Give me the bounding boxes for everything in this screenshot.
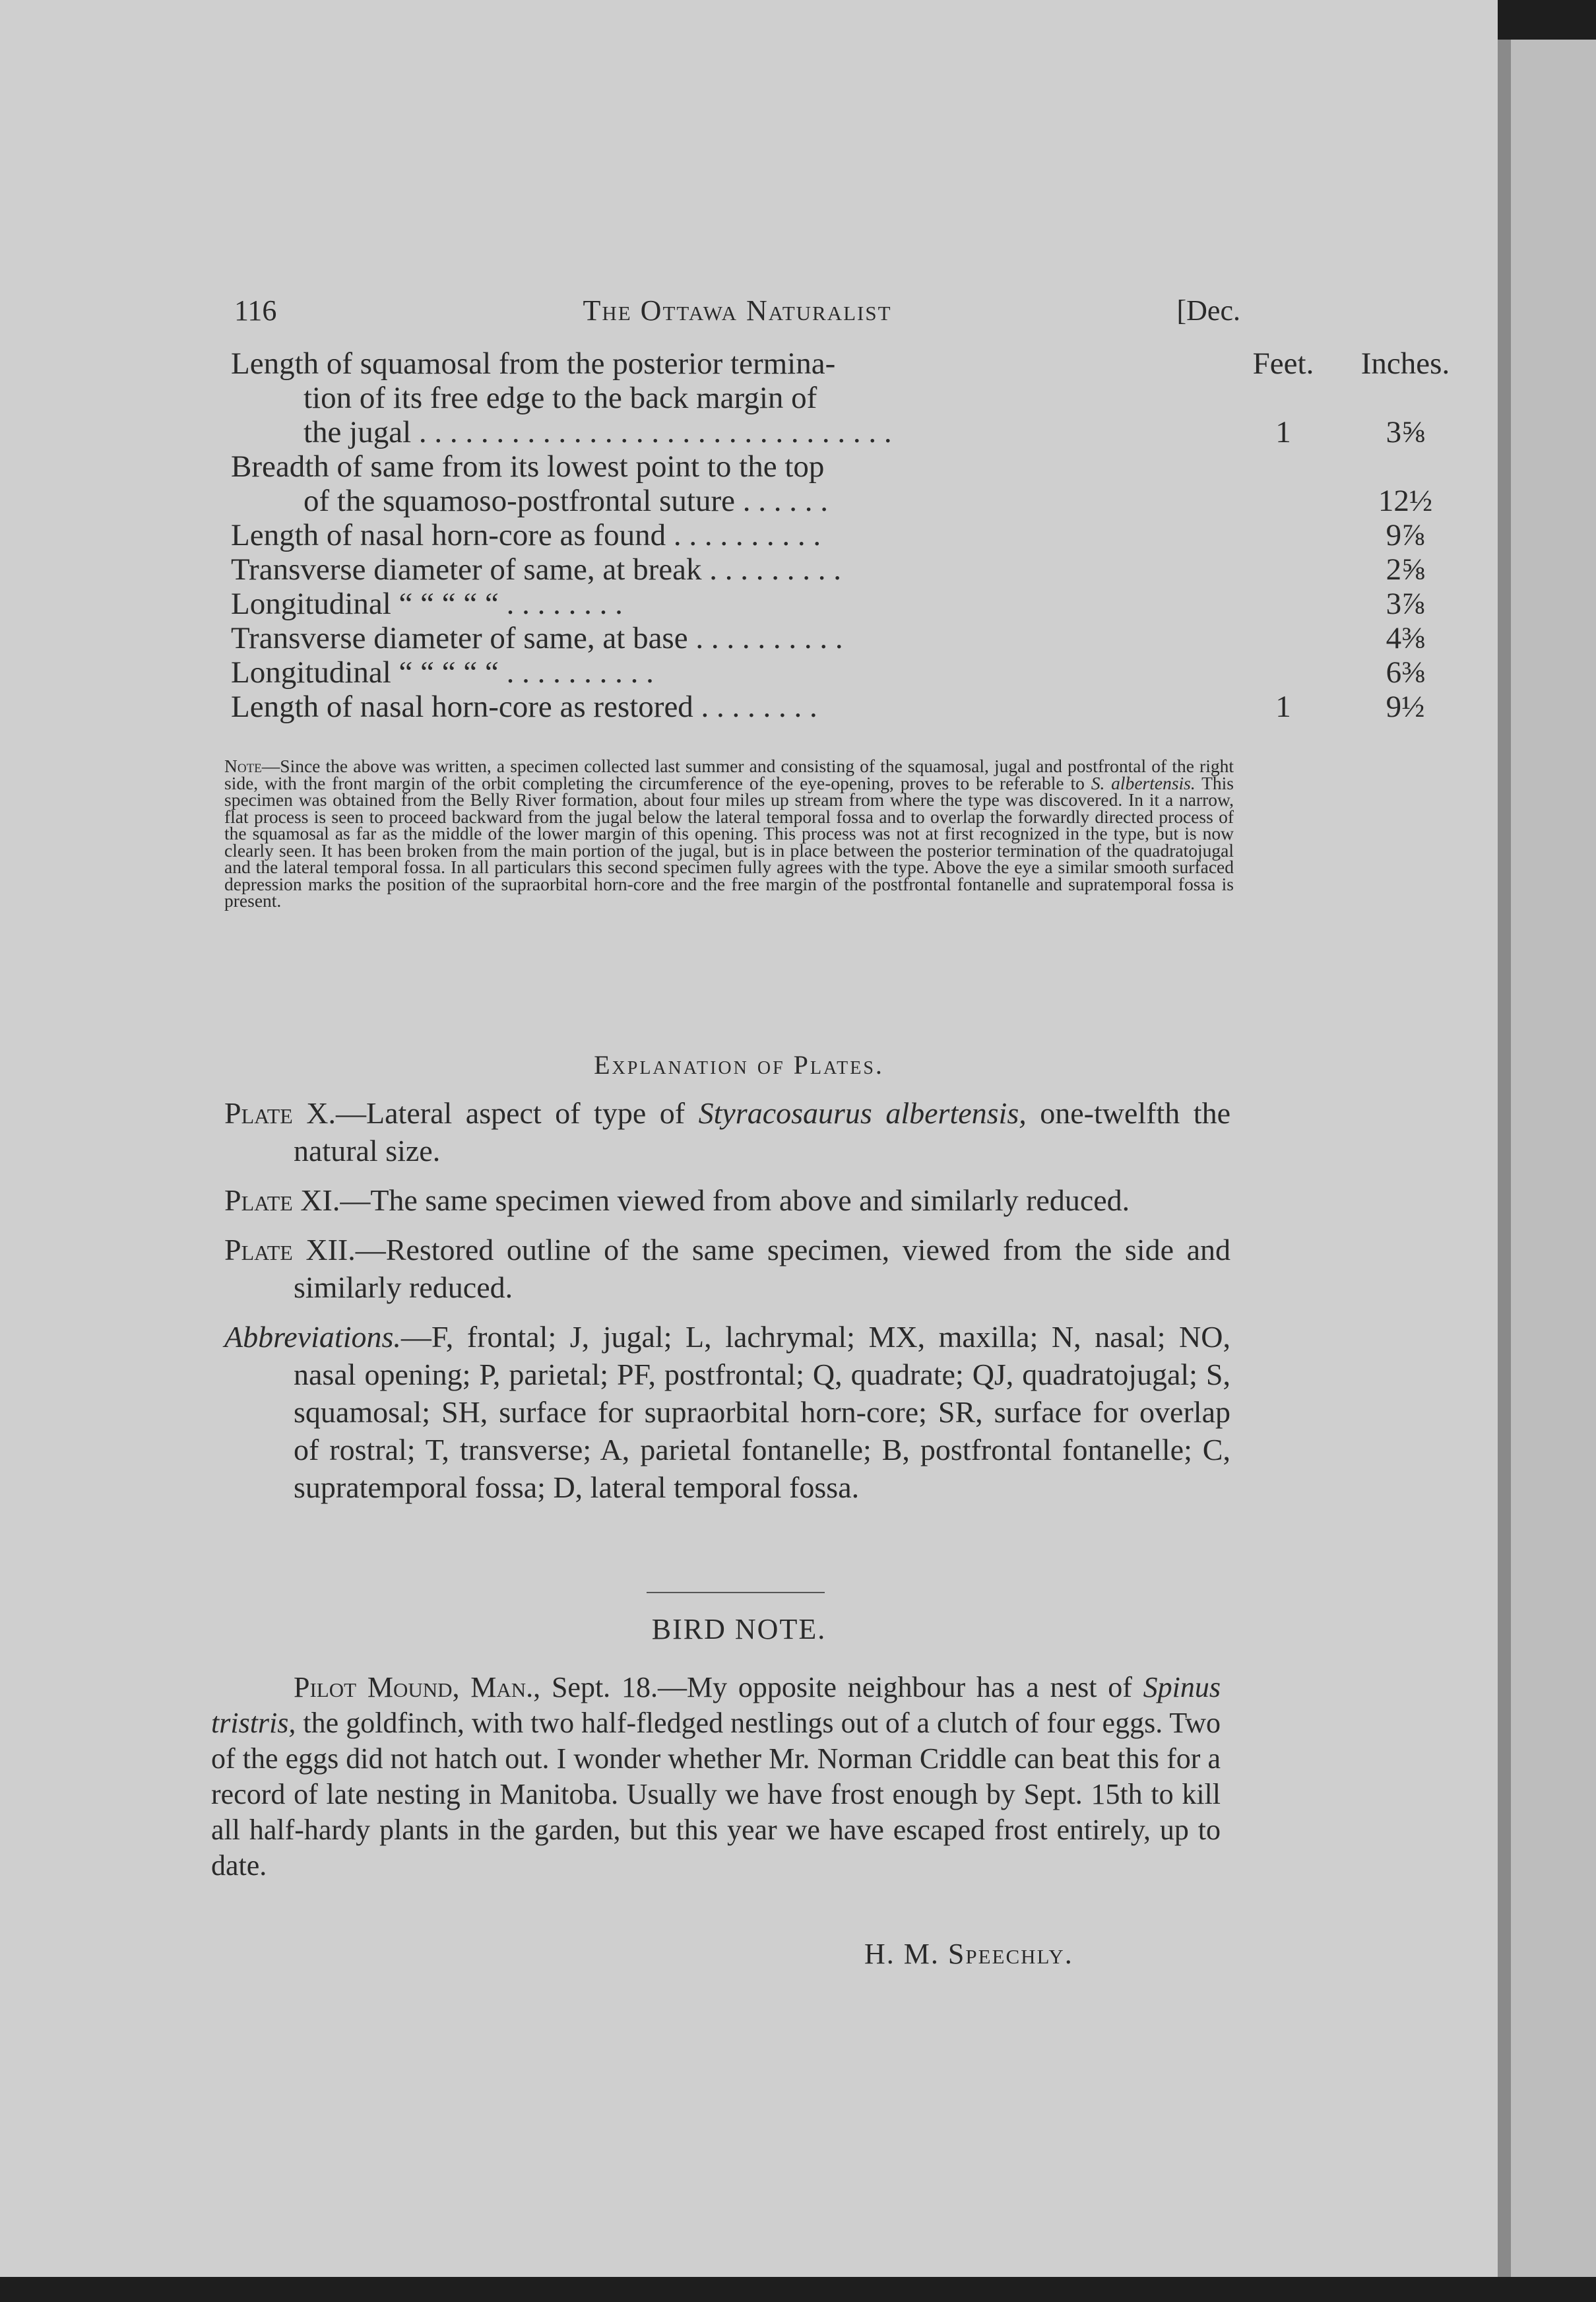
running-header [234, 294, 1240, 333]
row-label: Length of nasal horn-core as found . . . . . . . . . . [231, 518, 821, 552]
measurement-table [231, 346, 1450, 724]
bird-note-paragraph [211, 1670, 1221, 1884]
plate-xii-entry [224, 1231, 1230, 1306]
inches-value: 12½ [1378, 484, 1433, 518]
plate-xi-entry [224, 1181, 1230, 1219]
inches-value: 3⅞ [1386, 587, 1425, 621]
abbreviations-text: —F, frontal; J, jugal; L, lachrymal; MX, maxilla; N, nasal; NO, nasal opening; P, parietal; PF, postfrontal; Q, quadrate; QJ, quadratojugal; S, squamosal; SH, surface for supraorbital horn-core; SR, surface for overlap of rostral; T, transverse; A, parietal fontanelle; B, postfrontal fontanelle; C, supratemporal fossa; D, lateral temporal fossa. [294, 1320, 1230, 1504]
plate-explanations [224, 1094, 1230, 1506]
column-header-feet: Feet. [1252, 346, 1314, 381]
abbreviations-label: Abbreviations. [224, 1320, 401, 1354]
row-label: Transverse diameter of same, at base . . . . . . . . . . [231, 621, 843, 655]
table-row [231, 381, 1247, 415]
table-row [231, 655, 1425, 690]
row-label: Breadth of same from its lowest point to the top [231, 449, 825, 484]
plate-xi-text: —The same specimen viewed from above and similarly reduced. [340, 1183, 1130, 1217]
plate-x-label: Plate X. [224, 1096, 336, 1130]
bird-note-body [211, 1670, 1221, 1884]
column-header-inches: Inches. [1360, 346, 1450, 381]
plate-x-text: —Lateral aspect of type of [336, 1096, 686, 1130]
section-divider [647, 1592, 825, 1593]
abbreviations-entry [224, 1318, 1230, 1506]
table-row [231, 552, 1425, 587]
journal-title: The Ottawa Naturalist [583, 294, 892, 327]
issue-month: [Dec. [1176, 294, 1240, 327]
row-label: of the squamoso-postfrontal suture . . . . . . [303, 484, 828, 518]
note-text-2: This specimen was obtained from the Belly River formation, about four miles up stream from where the type was discovered. In it a narrow, flat process is seen to proceed backward from the jugal below the lateral temporal fossa and to overlap the forwardly directed process of the squamosal as far as the middle of the lower margin of this opening. This process was not at first recognized in the type, but is now clearly seen. It has been broken from the main portion of the jugal, but is in place between the posterior termination of the quadratojugal and the lateral temporal fossa. In all particulars this second specimen fully agrees with the type. Above the eye a similar smooth surfaced depression marks the position of the supraorbital horn-core and the free margin of the postfrontal fontanelle and supratemporal fossa is present. [224, 772, 1234, 911]
page-number: 116 [234, 294, 277, 327]
note-species: S. albertensis. [1091, 772, 1196, 793]
feet-value: 1 [1275, 415, 1291, 449]
bird-note-text-2: the goldfinch, with two half-fledged nestlings out of a clutch of four eggs. Two of the eggs did not hatch out. I wonder whether Mr. Norman Criddle can beat this for a record of late nesting in Manitoba. Usually we have frost enough by Sept. 15th to kill all half-hardy plants in the garden, but this year we have escaped frost entirely, up to date. [211, 1707, 1221, 1882]
inches-value: 9⅞ [1386, 518, 1425, 552]
inches-value: 9½ [1386, 690, 1425, 724]
page-gutter [1498, 40, 1511, 2284]
plate-x-species: Styracosaurus albertensis, [698, 1096, 1027, 1130]
bird-note-text: Sept. 18.—My opposite neighbour has a nest of [551, 1671, 1132, 1703]
plate-x-text-2: one-twelfth the natural size. [294, 1096, 1230, 1167]
inches-value: 6⅜ [1386, 655, 1425, 690]
footnote [224, 758, 1234, 909]
bird-note-place: Pilot Mound, Man., [294, 1671, 541, 1703]
plate-xii-label: Plate XII. [224, 1233, 356, 1266]
signature: H. M. Speechly. [864, 1938, 1073, 1970]
section-title-bird-note: BIRD NOTE. [651, 1613, 827, 1645]
table-row [231, 621, 1425, 655]
table-row [231, 690, 1425, 724]
table-row [231, 518, 1425, 552]
table-row [231, 415, 1425, 449]
feet-value: 1 [1275, 690, 1291, 724]
section-title-explanation: Explanation of Plates. [594, 1050, 884, 1080]
table-row [231, 346, 1450, 381]
row-label: the jugal . . . . . . . . . . . . . . . . . . . . . . . . . . . . . . . [303, 415, 892, 449]
row-label: Length of nasal horn-core as restored . . . . . . . . [231, 690, 817, 724]
inches-value: 3⅝ [1386, 415, 1425, 449]
bird-note-species: Spinus tristris, [211, 1671, 1221, 1739]
plate-xii-text: —Restored outline of the same specimen, viewed from the side and similarly reduced. [294, 1233, 1230, 1304]
inches-value: 2⅝ [1386, 552, 1425, 587]
table-row [231, 587, 1425, 621]
note-text: —Since the above was written, a specimen collected last summer and consisting of the squamosal, jugal and postfrontal of the right side, with the front margin of the orbit completing the circumference of the eye-opening, proves to be referable to [224, 756, 1234, 793]
scan-bottom-border [0, 2277, 1596, 2302]
facing-page-edge [1511, 40, 1596, 2284]
row-label: tion of its free edge to the back margin of [303, 381, 817, 415]
note-lead: Note [224, 756, 262, 776]
plate-x-entry [224, 1094, 1230, 1169]
row-label: Longitudinal “ “ “ “ “ . . . . . . . . . . [231, 655, 654, 690]
table-row [231, 484, 1433, 518]
plate-xi-label: Plate XI. [224, 1183, 340, 1217]
inches-value: 4⅜ [1386, 621, 1425, 655]
row-label: Longitudinal “ “ “ “ “ . . . . . . . . [231, 587, 623, 621]
row-label: Transverse diameter of same, at break . . . . . . . . . [231, 552, 841, 587]
table-row [231, 449, 1247, 484]
row-label: Length of squamosal from the posterior termina- [231, 346, 836, 381]
